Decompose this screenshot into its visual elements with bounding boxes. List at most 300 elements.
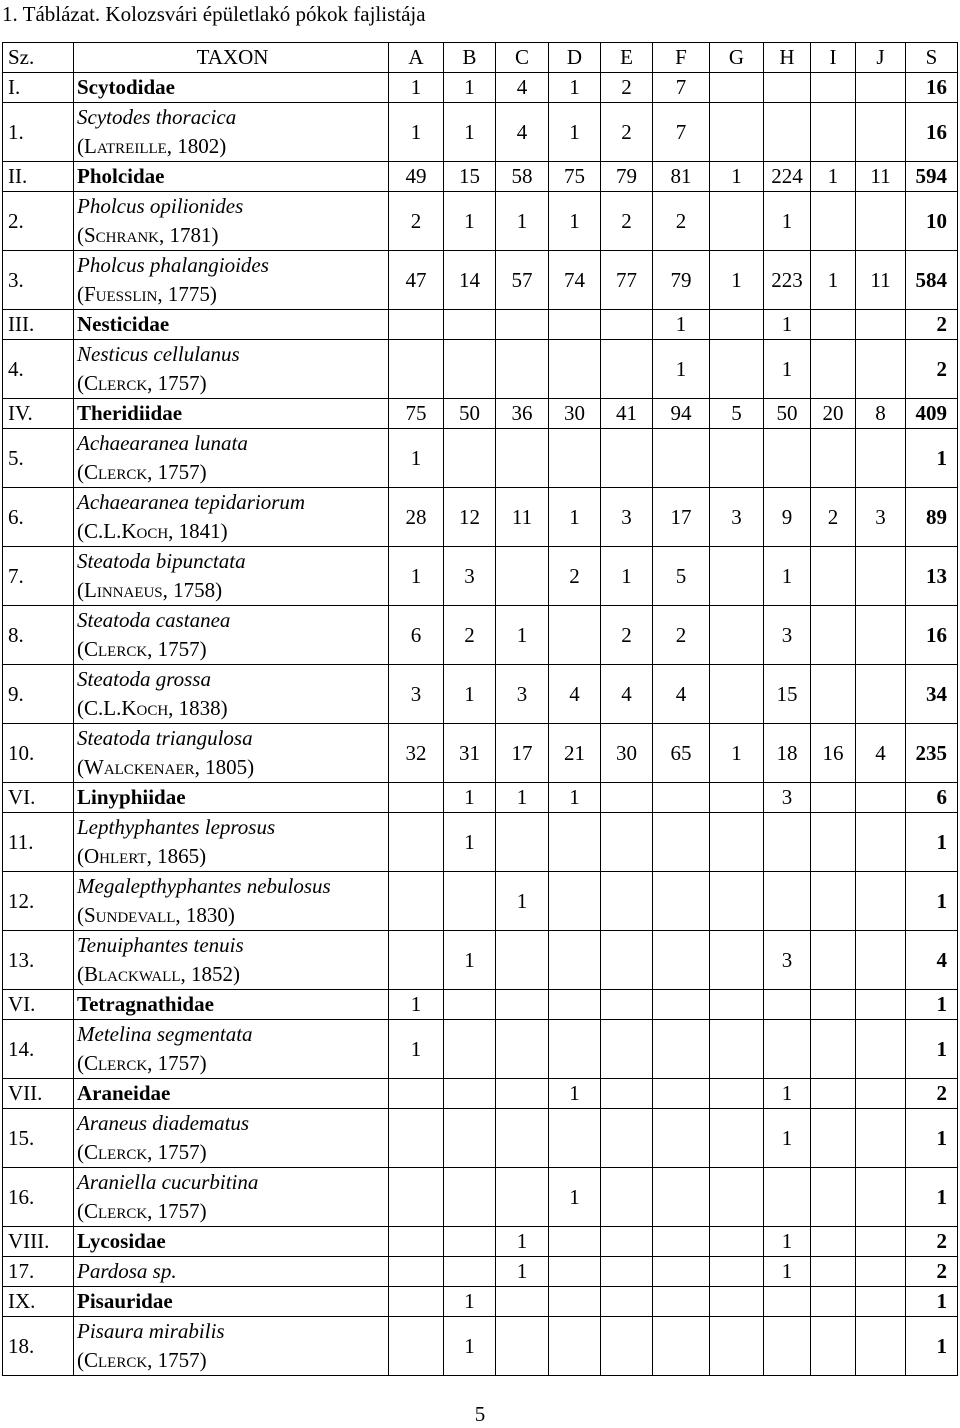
- count-cell: [549, 429, 601, 488]
- species-row: [3, 724, 958, 783]
- count-cell: 1: [764, 192, 811, 251]
- species-name: Lepthyphantes leprosus: [77, 815, 276, 839]
- row-number: 3.: [3, 251, 74, 310]
- species-row: [3, 429, 958, 488]
- row-number: II.: [3, 162, 74, 192]
- count-cell: 94: [653, 399, 710, 429]
- count-cell: [389, 1257, 444, 1287]
- count-cell: [764, 1317, 811, 1376]
- count-cell: [549, 606, 601, 665]
- species-cell: [74, 931, 389, 990]
- column-header: F: [653, 43, 710, 73]
- total-cell: 584: [906, 251, 958, 310]
- count-cell: [710, 1020, 764, 1079]
- count-cell: [496, 547, 549, 606]
- species-row: [3, 606, 958, 665]
- count-cell: 14: [444, 251, 496, 310]
- family-name: Araneidae: [74, 1079, 389, 1109]
- count-cell: [601, 813, 653, 872]
- count-cell: [653, 783, 710, 813]
- family-row: [3, 162, 958, 192]
- count-cell: [811, 1020, 856, 1079]
- header-row: [3, 43, 958, 73]
- species-table: [2, 42, 958, 1376]
- count-cell: [496, 1317, 549, 1376]
- row-number: VI.: [3, 990, 74, 1020]
- family-row: [3, 73, 958, 103]
- count-cell: 1: [496, 1227, 549, 1257]
- count-cell: 1: [496, 192, 549, 251]
- total-cell: 10: [906, 192, 958, 251]
- count-cell: 65: [653, 724, 710, 783]
- count-cell: [653, 1227, 710, 1257]
- column-header: S: [906, 43, 958, 73]
- species-cell: [74, 1257, 389, 1287]
- count-cell: 1: [389, 429, 444, 488]
- count-cell: [856, 429, 906, 488]
- count-cell: 1: [710, 251, 764, 310]
- count-cell: [710, 73, 764, 103]
- count-cell: [710, 1079, 764, 1109]
- count-cell: 1: [764, 340, 811, 399]
- count-cell: 1: [444, 813, 496, 872]
- count-cell: 9: [764, 488, 811, 547]
- count-cell: [444, 1168, 496, 1227]
- count-cell: 1: [549, 192, 601, 251]
- count-cell: [811, 1317, 856, 1376]
- row-number: 12.: [3, 872, 74, 931]
- count-cell: 74: [549, 251, 601, 310]
- count-cell: 3: [496, 665, 549, 724]
- total-cell: 1: [906, 1020, 958, 1079]
- family-row: [3, 399, 958, 429]
- count-cell: 1: [653, 340, 710, 399]
- total-cell: 1: [906, 872, 958, 931]
- count-cell: [601, 1020, 653, 1079]
- count-cell: 2: [444, 606, 496, 665]
- species-cell: [74, 813, 389, 872]
- count-cell: [856, 990, 906, 1020]
- count-cell: [549, 872, 601, 931]
- species-row: [3, 251, 958, 310]
- count-cell: 2: [389, 192, 444, 251]
- table-body: [3, 73, 958, 1376]
- count-cell: [856, 1020, 906, 1079]
- count-cell: 5: [653, 547, 710, 606]
- species-row: [3, 931, 958, 990]
- family-row: [3, 1079, 958, 1109]
- count-cell: [856, 872, 906, 931]
- count-cell: [601, 1168, 653, 1227]
- count-cell: [653, 1079, 710, 1109]
- family-row: [3, 1227, 958, 1257]
- row-number: 4.: [3, 340, 74, 399]
- row-number: 14.: [3, 1020, 74, 1079]
- count-cell: 6: [389, 606, 444, 665]
- count-cell: [444, 1257, 496, 1287]
- species-row: [3, 813, 958, 872]
- count-cell: [710, 606, 764, 665]
- species-row: [3, 1168, 958, 1227]
- column-header: H: [764, 43, 811, 73]
- count-cell: [764, 1168, 811, 1227]
- species-author: (Fuesslin, 1775): [77, 282, 217, 306]
- count-cell: [710, 310, 764, 340]
- count-cell: 4: [601, 665, 653, 724]
- count-cell: 4: [653, 665, 710, 724]
- count-cell: [764, 990, 811, 1020]
- count-cell: [811, 872, 856, 931]
- count-cell: 50: [764, 399, 811, 429]
- count-cell: [496, 1020, 549, 1079]
- table-caption: 1. Táblázat. Kolozsvári épületlakó pókok fajlistája: [2, 2, 426, 26]
- count-cell: 1: [444, 931, 496, 990]
- species-author: (Clerck, 1757): [77, 1140, 207, 1164]
- total-cell: 594: [906, 162, 958, 192]
- species-row: [3, 872, 958, 931]
- count-cell: 1: [764, 1079, 811, 1109]
- count-cell: 4: [496, 103, 549, 162]
- total-cell: 235: [906, 724, 958, 783]
- count-cell: [549, 813, 601, 872]
- count-cell: [710, 103, 764, 162]
- count-cell: [549, 310, 601, 340]
- total-cell: 16: [906, 606, 958, 665]
- count-cell: 11: [856, 251, 906, 310]
- count-cell: [389, 1317, 444, 1376]
- species-author: (Clerck, 1757): [77, 1051, 207, 1075]
- count-cell: [856, 931, 906, 990]
- count-cell: [856, 606, 906, 665]
- species-row: [3, 665, 958, 724]
- species-author: (Walckenaer, 1805): [77, 755, 255, 779]
- species-name: Achaearanea tepidariorum: [77, 490, 306, 514]
- count-cell: 16: [811, 724, 856, 783]
- count-cell: 7: [653, 73, 710, 103]
- count-cell: 1: [811, 251, 856, 310]
- row-number: VII.: [3, 1079, 74, 1109]
- family-name: Nesticidae: [74, 310, 389, 340]
- count-cell: [764, 1287, 811, 1317]
- count-cell: [496, 1109, 549, 1168]
- species-name: Tenuiphantes tenuis: [77, 933, 244, 957]
- count-cell: [444, 1020, 496, 1079]
- count-cell: [601, 1079, 653, 1109]
- count-cell: 3: [710, 488, 764, 547]
- count-cell: [856, 547, 906, 606]
- count-cell: 1: [444, 1317, 496, 1376]
- count-cell: [389, 1227, 444, 1257]
- species-author: (Clerck, 1757): [77, 637, 207, 661]
- row-number: IV.: [3, 399, 74, 429]
- count-cell: 2: [601, 606, 653, 665]
- count-cell: [601, 931, 653, 990]
- count-cell: 1: [444, 1287, 496, 1317]
- count-cell: [496, 1168, 549, 1227]
- count-cell: 223: [764, 251, 811, 310]
- count-cell: [764, 1020, 811, 1079]
- species-cell: [74, 192, 389, 251]
- species-cell: [74, 103, 389, 162]
- count-cell: 1: [444, 783, 496, 813]
- count-cell: [764, 813, 811, 872]
- species-row: [3, 340, 958, 399]
- row-number: 8.: [3, 606, 74, 665]
- count-cell: 3: [764, 783, 811, 813]
- count-cell: 1: [549, 488, 601, 547]
- row-number: 7.: [3, 547, 74, 606]
- count-cell: 1: [549, 73, 601, 103]
- count-cell: 1: [444, 103, 496, 162]
- count-cell: [444, 990, 496, 1020]
- count-cell: [389, 931, 444, 990]
- count-cell: [444, 1079, 496, 1109]
- count-cell: [601, 1227, 653, 1257]
- count-cell: [811, 813, 856, 872]
- count-cell: [811, 1287, 856, 1317]
- count-cell: [856, 783, 906, 813]
- count-cell: [710, 1168, 764, 1227]
- family-name: Pisauridae: [74, 1287, 389, 1317]
- row-number: 13.: [3, 931, 74, 990]
- count-cell: 28: [389, 488, 444, 547]
- total-cell: 16: [906, 73, 958, 103]
- count-cell: 18: [764, 724, 811, 783]
- count-cell: [764, 872, 811, 931]
- species-name: Pardosa sp.: [77, 1259, 177, 1283]
- count-cell: [653, 429, 710, 488]
- count-cell: 3: [389, 665, 444, 724]
- total-cell: 89: [906, 488, 958, 547]
- count-cell: [549, 931, 601, 990]
- species-cell: [74, 251, 389, 310]
- count-cell: [811, 73, 856, 103]
- count-cell: [811, 340, 856, 399]
- species-name: Pisaura mirabilis: [77, 1319, 225, 1343]
- total-cell: 2: [906, 1227, 958, 1257]
- count-cell: 77: [601, 251, 653, 310]
- count-cell: [496, 1287, 549, 1317]
- count-cell: 32: [389, 724, 444, 783]
- count-cell: [389, 340, 444, 399]
- count-cell: 1: [549, 1168, 601, 1227]
- count-cell: 15: [444, 162, 496, 192]
- row-number: 15.: [3, 1109, 74, 1168]
- family-row: [3, 783, 958, 813]
- row-number: 16.: [3, 1168, 74, 1227]
- total-cell: 34: [906, 665, 958, 724]
- count-cell: 75: [389, 399, 444, 429]
- count-cell: [811, 606, 856, 665]
- count-cell: [856, 1109, 906, 1168]
- count-cell: 4: [856, 724, 906, 783]
- count-cell: [549, 1227, 601, 1257]
- family-name: Theridiidae: [74, 399, 389, 429]
- count-cell: 2: [601, 103, 653, 162]
- species-author: (Clerck, 1757): [77, 1199, 207, 1223]
- species-row: [3, 1020, 958, 1079]
- count-cell: [764, 103, 811, 162]
- species-name: Steatoda grossa: [77, 667, 211, 691]
- count-cell: 41: [601, 399, 653, 429]
- count-cell: 79: [601, 162, 653, 192]
- count-cell: [710, 783, 764, 813]
- count-cell: [856, 1317, 906, 1376]
- count-cell: 1: [444, 665, 496, 724]
- species-name: Araniella cucurbitina: [77, 1170, 259, 1194]
- count-cell: 3: [601, 488, 653, 547]
- count-cell: [856, 1079, 906, 1109]
- row-number: VI.: [3, 783, 74, 813]
- count-cell: [856, 1227, 906, 1257]
- species-name: Steatoda castanea: [77, 608, 231, 632]
- count-cell: [549, 1257, 601, 1287]
- species-name: Megalepthyphantes nebulosus: [77, 874, 331, 898]
- species-cell: [74, 606, 389, 665]
- count-cell: 2: [811, 488, 856, 547]
- count-cell: [389, 813, 444, 872]
- count-cell: 1: [496, 783, 549, 813]
- count-cell: 1: [389, 990, 444, 1020]
- count-cell: 1: [710, 724, 764, 783]
- count-cell: [496, 1079, 549, 1109]
- count-cell: [549, 990, 601, 1020]
- count-cell: 1: [444, 192, 496, 251]
- species-author: (Clerck, 1757): [77, 460, 207, 484]
- count-cell: [653, 872, 710, 931]
- species-cell: [74, 547, 389, 606]
- total-cell: 409: [906, 399, 958, 429]
- species-name: Araneus diadematus: [77, 1111, 250, 1135]
- count-cell: 2: [653, 192, 710, 251]
- species-cell: [74, 340, 389, 399]
- count-cell: 1: [764, 1227, 811, 1257]
- count-cell: [601, 783, 653, 813]
- count-cell: [496, 990, 549, 1020]
- count-cell: [653, 931, 710, 990]
- count-cell: [710, 1227, 764, 1257]
- count-cell: 2: [549, 547, 601, 606]
- count-cell: [710, 1317, 764, 1376]
- row-number: 17.: [3, 1257, 74, 1287]
- count-cell: 7: [653, 103, 710, 162]
- count-cell: 4: [496, 73, 549, 103]
- row-number: 6.: [3, 488, 74, 547]
- count-cell: 1: [710, 162, 764, 192]
- count-cell: [601, 1109, 653, 1168]
- count-cell: 1: [389, 547, 444, 606]
- count-cell: [811, 1079, 856, 1109]
- count-cell: [811, 310, 856, 340]
- count-cell: 1: [764, 547, 811, 606]
- count-cell: 30: [549, 399, 601, 429]
- count-cell: [856, 1257, 906, 1287]
- count-cell: 36: [496, 399, 549, 429]
- count-cell: 1: [496, 1257, 549, 1287]
- species-author: (Ohlert, 1865): [77, 844, 207, 868]
- row-number: IX.: [3, 1287, 74, 1317]
- count-cell: [856, 1168, 906, 1227]
- count-cell: [710, 1287, 764, 1317]
- count-cell: [710, 1109, 764, 1168]
- count-cell: [389, 1287, 444, 1317]
- species-name: Nesticus cellulanus: [77, 342, 240, 366]
- species-cell: [74, 665, 389, 724]
- count-cell: 3: [444, 547, 496, 606]
- column-header: C: [496, 43, 549, 73]
- count-cell: 75: [549, 162, 601, 192]
- count-cell: [389, 783, 444, 813]
- total-cell: 1: [906, 1317, 958, 1376]
- count-cell: 1: [549, 1079, 601, 1109]
- species-cell: [74, 1109, 389, 1168]
- species-name: Achaearanea lunata: [77, 431, 248, 455]
- count-cell: 50: [444, 399, 496, 429]
- count-cell: [389, 1168, 444, 1227]
- count-cell: [811, 1227, 856, 1257]
- count-cell: [549, 1109, 601, 1168]
- column-header: Sz.: [3, 43, 74, 73]
- count-cell: [653, 1168, 710, 1227]
- species-author: (Schrank, 1781): [77, 223, 219, 247]
- count-cell: [496, 931, 549, 990]
- family-row: [3, 310, 958, 340]
- count-cell: [601, 1257, 653, 1287]
- row-number: VIII.: [3, 1227, 74, 1257]
- count-cell: [856, 1287, 906, 1317]
- count-cell: [811, 192, 856, 251]
- count-cell: [496, 340, 549, 399]
- count-cell: 1: [653, 310, 710, 340]
- count-cell: [856, 73, 906, 103]
- count-cell: [496, 310, 549, 340]
- count-cell: 57: [496, 251, 549, 310]
- count-cell: 58: [496, 162, 549, 192]
- count-cell: 30: [601, 724, 653, 783]
- count-cell: [444, 1227, 496, 1257]
- count-cell: [856, 310, 906, 340]
- species-row: [3, 1257, 958, 1287]
- count-cell: 1: [389, 1020, 444, 1079]
- count-cell: 2: [601, 192, 653, 251]
- count-cell: [653, 1287, 710, 1317]
- count-cell: 1: [496, 606, 549, 665]
- count-cell: [496, 813, 549, 872]
- total-cell: 2: [906, 1257, 958, 1287]
- species-author: (Blackwall, 1852): [77, 962, 240, 986]
- count-cell: 224: [764, 162, 811, 192]
- family-name: Linyphiidae: [74, 783, 389, 813]
- species-row: [3, 192, 958, 251]
- total-cell: 2: [906, 310, 958, 340]
- column-header: G: [710, 43, 764, 73]
- count-cell: 1: [811, 162, 856, 192]
- species-cell: [74, 1020, 389, 1079]
- count-cell: 1: [549, 103, 601, 162]
- count-cell: [653, 1109, 710, 1168]
- family-row: [3, 1287, 958, 1317]
- count-cell: [710, 547, 764, 606]
- column-header: J: [856, 43, 906, 73]
- species-cell: [74, 1317, 389, 1376]
- count-cell: [389, 1109, 444, 1168]
- count-cell: [444, 429, 496, 488]
- count-cell: 2: [601, 73, 653, 103]
- count-cell: [549, 1020, 601, 1079]
- species-author: (Clerck, 1757): [77, 371, 207, 395]
- species-author: (Latreille, 1802): [77, 134, 227, 158]
- count-cell: [811, 429, 856, 488]
